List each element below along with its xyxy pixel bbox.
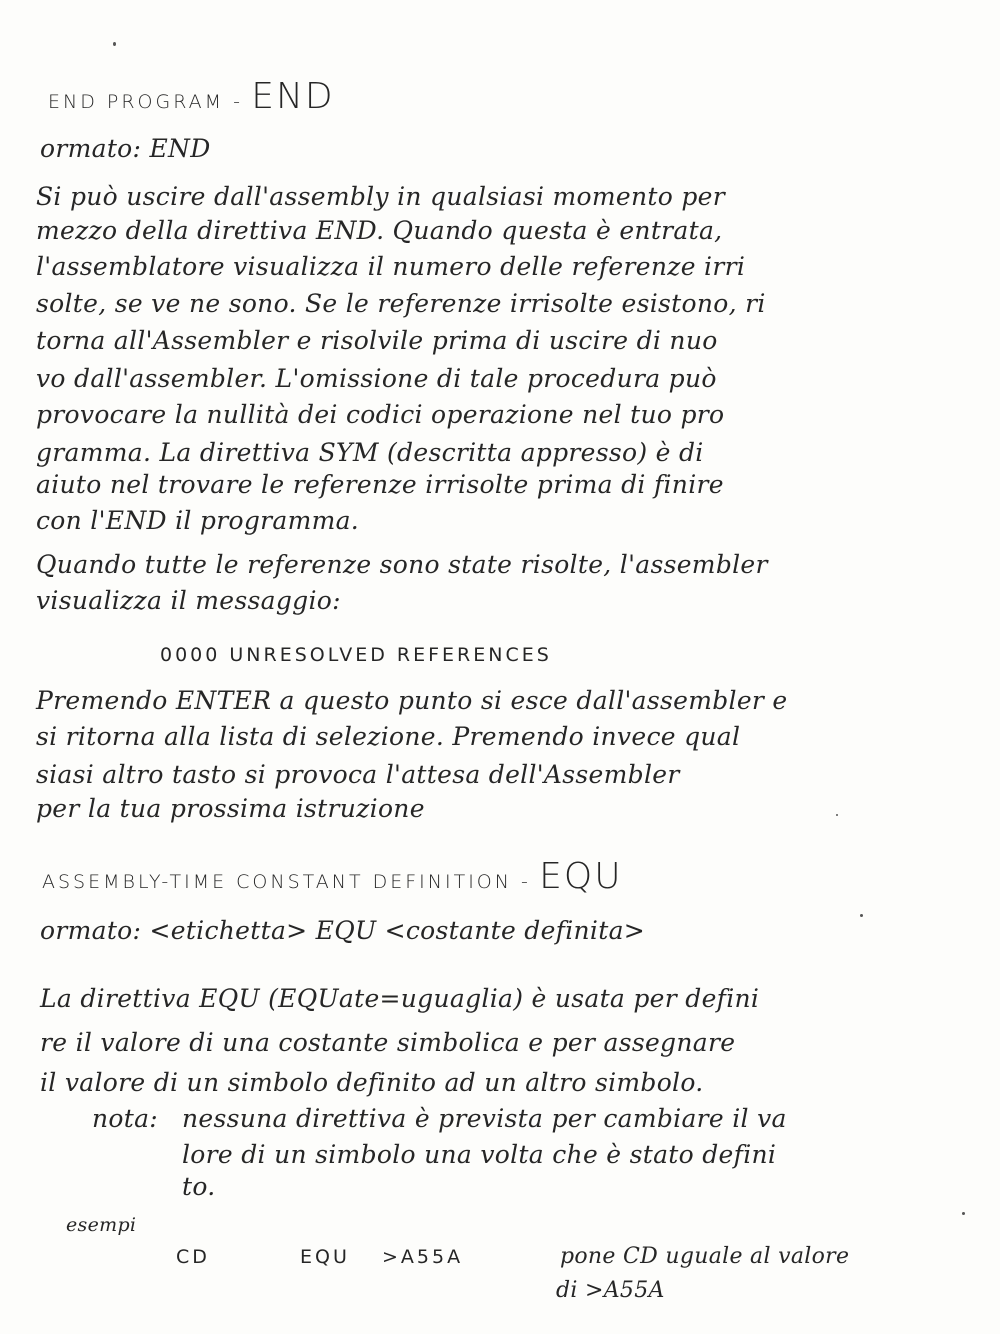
text-line: il valore di un simbolo definito ad un altro simbolo. bbox=[40, 1068, 704, 1097]
text-line: Si può uscire dall'assembly in qualsiasi momento per bbox=[36, 182, 726, 211]
text-line: torna all'Assembler e risolvile prima di uscire di nuo bbox=[36, 326, 718, 355]
text-line: nessuna direttiva è prevista per cambiare il va bbox=[182, 1104, 787, 1133]
scan-speck bbox=[836, 814, 838, 816]
text-line: lore di un simbolo una volta che è stato defini bbox=[182, 1140, 777, 1169]
text-line: re il valore di una costante simbolica e per assegnare bbox=[40, 1028, 736, 1057]
text-line: mezzo della direttiva END. Quando questa è entrata, bbox=[36, 216, 723, 245]
scan-speck bbox=[860, 914, 863, 917]
unresolved-message: 0000 UNRESOLVED REFERENCES bbox=[160, 644, 552, 666]
text-line: vo dall'assembler. L'omissione di tale procedura può bbox=[36, 364, 717, 393]
text-line: con l'END il programma. bbox=[36, 506, 360, 535]
text-line: to. bbox=[182, 1172, 216, 1201]
end-heading-prefix: END PROGRAM - bbox=[48, 91, 243, 113]
text-line: gramma. La direttiva SYM (descritta appresso) è di bbox=[36, 438, 704, 467]
example-comment: di >A55A bbox=[556, 1278, 665, 1303]
text-line: Premendo ENTER a questo punto si esce dall'assembler e bbox=[36, 686, 788, 715]
end-heading-keyword: END bbox=[251, 76, 335, 117]
text-line: l'assemblatore visualizza il numero delle referenze irri bbox=[36, 252, 746, 281]
example-directive: EQU bbox=[300, 1246, 350, 1268]
example-label: esempi bbox=[66, 1214, 137, 1236]
equ-format-line: ormato: <etichetta> EQU <costante definita> bbox=[40, 916, 646, 945]
example-operand: >A55A bbox=[382, 1246, 464, 1268]
end-format-line: ormato: END bbox=[40, 134, 211, 163]
example-comment: pone CD uguale al valore bbox=[560, 1244, 850, 1269]
text-line: Quando tutte le referenze sono state risolte, l'assembler bbox=[36, 550, 768, 579]
text-line: solte, se ve ne sono. Se le referenze irrisolte esistono, ri bbox=[36, 289, 766, 318]
equ-heading-prefix: ASSEMBLY-TIME CONSTANT DEFINITION - bbox=[42, 871, 531, 893]
end-heading bbox=[48, 76, 335, 117]
example-symbol: CD bbox=[176, 1246, 210, 1268]
scan-speck bbox=[113, 42, 116, 46]
text-line: aiuto nel trovare le referenze irrisolte prima di finire bbox=[36, 470, 724, 499]
text-line: per la tua prossima istruzione bbox=[36, 794, 425, 823]
note-label: nota: bbox=[92, 1104, 159, 1133]
text-line: siasi altro tasto si provoca l'attesa dell'Assembler bbox=[36, 760, 680, 789]
equ-heading-keyword: EQU bbox=[539, 856, 623, 897]
equ-heading bbox=[42, 856, 623, 897]
text-line: provocare la nullità dei codici operazione nel tuo pro bbox=[36, 400, 725, 429]
scan-speck bbox=[962, 1212, 965, 1215]
text-line: si ritorna alla lista di selezione. Premendo invece qual bbox=[36, 722, 741, 751]
text-line: visualizza il messaggio: bbox=[36, 586, 341, 615]
text-line: La direttiva EQU (EQUate=uguaglia) è usata per defini bbox=[40, 984, 760, 1013]
